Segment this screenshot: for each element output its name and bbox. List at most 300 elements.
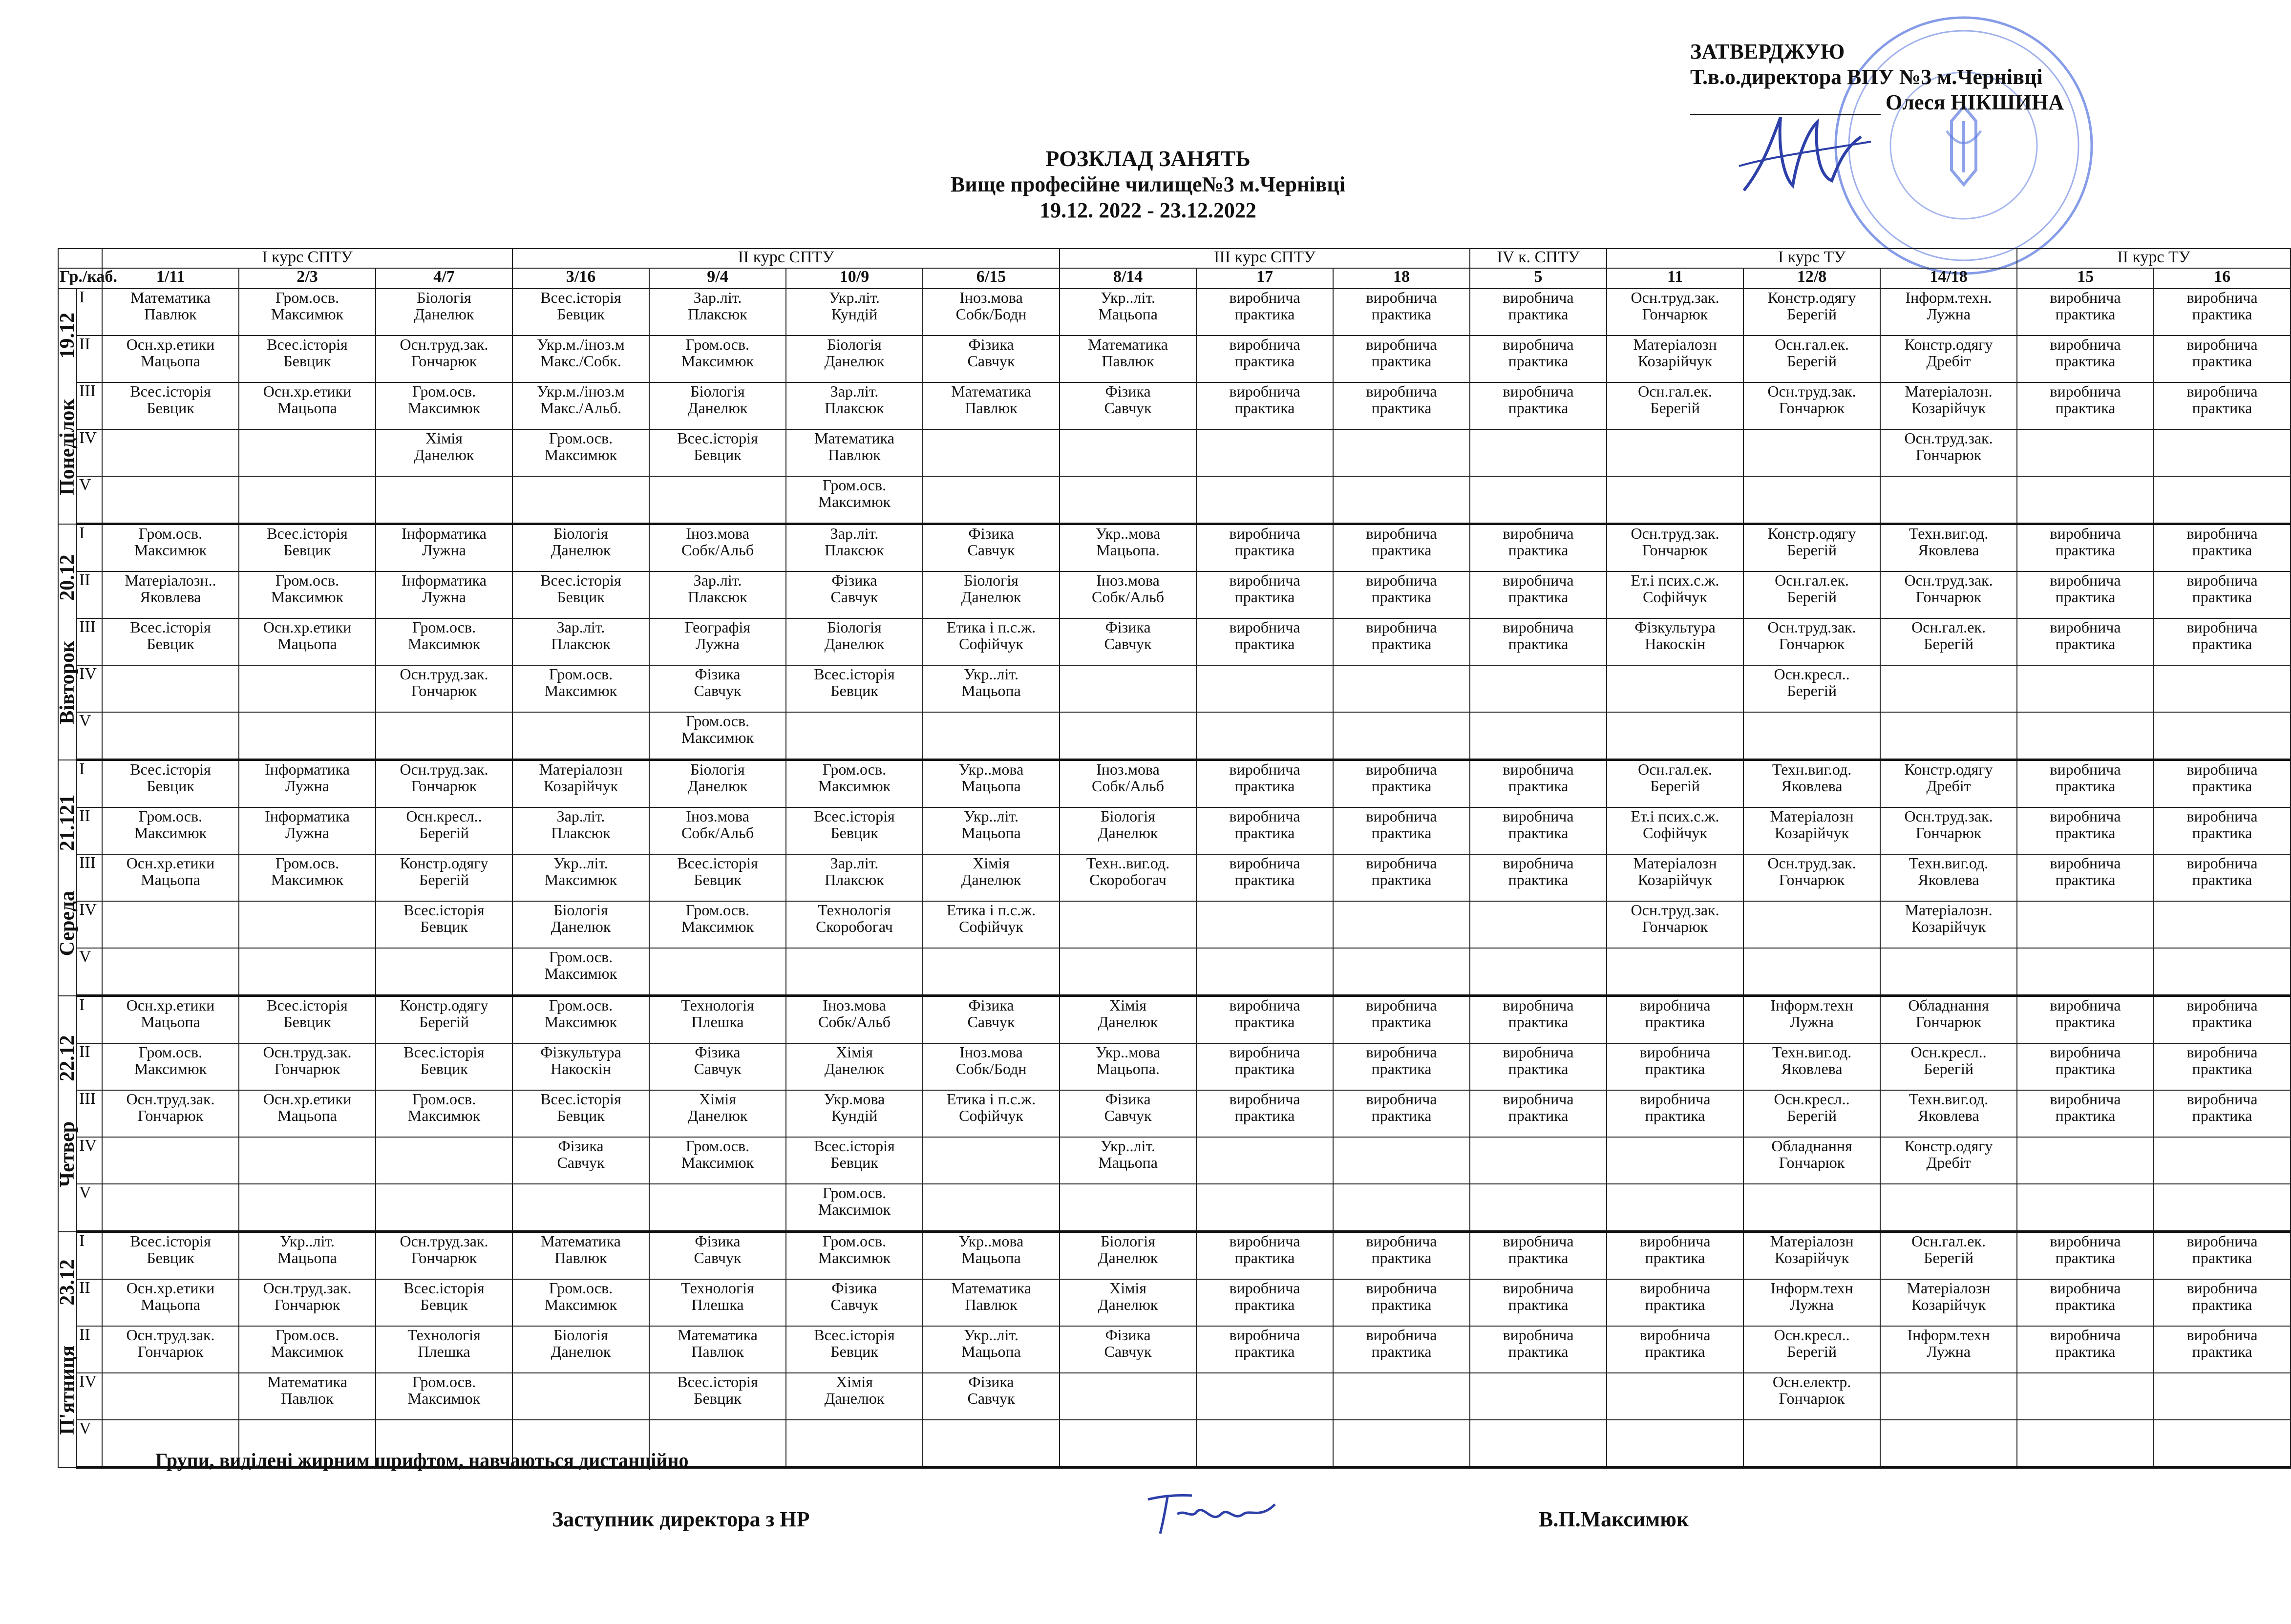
group-header: 11 xyxy=(1607,268,1743,289)
lesson-cell xyxy=(1470,1420,1607,1468)
approval-name: Олеся НІКШИНА xyxy=(1886,90,2064,114)
lesson-cell: виробнича практика xyxy=(1470,1279,1607,1326)
lesson-cell: Констр.одягу Берегій xyxy=(376,996,512,1044)
lesson-cell: Матеріалозн. Козарійчук xyxy=(1880,382,2017,429)
course-header: ІІІ курс СПТУ xyxy=(1060,249,1470,268)
lesson-cell: виробнича практика xyxy=(1196,571,1333,618)
lesson-cell: Осн.хр.етики Мацьопа xyxy=(102,854,239,901)
lesson-cell xyxy=(923,1184,1060,1232)
lesson-cell: виробнича практика xyxy=(1333,1090,1470,1137)
lesson-cell: Зар.літ. Плаксюк xyxy=(512,618,649,665)
lesson-cell xyxy=(1607,1184,1743,1232)
lesson-cell xyxy=(512,712,649,760)
schedule-table xyxy=(58,248,2291,1469)
lesson-cell: Біологія Данелюк xyxy=(649,382,786,429)
lesson-cell: Осн.гал.ек. Берегій xyxy=(1743,571,1880,618)
lesson-cell: Всес.історія Бевцик xyxy=(239,336,376,382)
lesson-cell: Біологія Данелюк xyxy=(512,524,649,572)
lesson-cell: Іноз.мова Собк/Бодн xyxy=(923,1043,1060,1090)
lesson-cell: Хімія Данелюк xyxy=(1060,996,1196,1044)
course-header: І курс ТУ xyxy=(1607,249,2017,268)
period-number: ІV xyxy=(77,665,102,712)
schedule-row xyxy=(58,854,2291,901)
lesson-cell xyxy=(2154,948,2291,996)
lesson-cell xyxy=(2154,665,2291,712)
lesson-cell: Гром.осв. Максимюк xyxy=(649,712,786,760)
lesson-cell xyxy=(2017,1137,2154,1184)
lesson-cell: Матеріалозн Козарійчук xyxy=(1743,1232,1880,1280)
lesson-cell xyxy=(512,476,649,524)
lesson-cell xyxy=(1333,1420,1470,1468)
lesson-cell: Фізкультура Накоскін xyxy=(512,1043,649,1090)
lesson-cell xyxy=(2017,901,2154,948)
lesson-cell: Фізика Савчук xyxy=(512,1137,649,1184)
lesson-cell xyxy=(649,948,786,996)
lesson-cell: Осн.кресл.. Берегій xyxy=(1880,1043,2017,1090)
lesson-cell: Всес.історія Бевцик xyxy=(649,1373,786,1420)
lesson-cell: Фізика Савчук xyxy=(923,996,1060,1044)
group-header: 17 xyxy=(1196,268,1333,289)
lesson-cell: Технологія Плешка xyxy=(376,1326,512,1373)
schedule-row xyxy=(58,336,2291,382)
lesson-cell: Інформатика Лужна xyxy=(376,524,512,572)
lesson-cell: виробнича практика xyxy=(1196,1090,1333,1137)
lesson-cell: Зар.літ. Плаксюк xyxy=(512,807,649,854)
lesson-cell xyxy=(1196,665,1333,712)
lesson-cell: виробнича практика xyxy=(1196,336,1333,382)
lesson-cell: Осн.хр.етики Мацьопа xyxy=(239,1090,376,1137)
lesson-cell: Осн.труд.зак. Гончарюк xyxy=(1607,289,1743,336)
lesson-cell: Гром.осв. Максимюк xyxy=(239,571,376,618)
period-number: І xyxy=(77,760,102,808)
lesson-cell: Осн.гал.ек. Берегій xyxy=(1607,760,1743,808)
lesson-cell: Гром.осв. Максимюк xyxy=(786,476,923,524)
lesson-cell xyxy=(2017,948,2154,996)
schedule-row xyxy=(58,1279,2291,1326)
lesson-cell: Етика і п.с.ж. Софійчук xyxy=(923,901,1060,948)
day-label xyxy=(58,289,77,524)
lesson-cell xyxy=(1470,1373,1607,1420)
lesson-cell xyxy=(1607,1373,1743,1420)
lesson-cell xyxy=(239,712,376,760)
lesson-cell: Матеріалозн.. Яковлева xyxy=(102,571,239,618)
lesson-cell xyxy=(923,1137,1060,1184)
schedule-row xyxy=(58,1090,2291,1137)
period-number: ІІ xyxy=(77,1279,102,1326)
lesson-cell: Ет.і псих.с.ж. Софійчук xyxy=(1607,807,1743,854)
lesson-cell: Осн.кресл.. Берегій xyxy=(1743,1326,1880,1373)
lesson-cell: Осн.хр.етики Мацьопа xyxy=(102,1279,239,1326)
lesson-cell: Всес.історія Бевцик xyxy=(649,429,786,476)
period-number: ІІ xyxy=(77,571,102,618)
lesson-cell: виробнича практика xyxy=(1333,1326,1470,1373)
lesson-cell: Техн..виг.од. Скоробогач xyxy=(1060,854,1196,901)
lesson-cell: виробнича практика xyxy=(1470,618,1607,665)
lesson-cell xyxy=(786,948,923,996)
lesson-cell xyxy=(1743,429,1880,476)
lesson-cell xyxy=(1196,1137,1333,1184)
lesson-cell: Інформатика Лужна xyxy=(239,760,376,808)
lesson-cell xyxy=(102,1137,239,1184)
lesson-cell: Інформ.техн Лужна xyxy=(1743,996,1880,1044)
schedule-row xyxy=(58,429,2291,476)
lesson-cell: Технологія Плешка xyxy=(649,996,786,1044)
lesson-cell: Осн.труд.зак. Гончарюк xyxy=(1880,429,2017,476)
schedule-row xyxy=(58,901,2291,948)
lesson-cell: виробнича практика xyxy=(2154,336,2291,382)
lesson-cell: Всес.історія Бевцик xyxy=(102,618,239,665)
lesson-cell xyxy=(1743,476,1880,524)
lesson-cell: виробнича практика xyxy=(1196,996,1333,1044)
lesson-cell: Всес.історія Бевцик xyxy=(239,996,376,1044)
lesson-cell xyxy=(1470,429,1607,476)
day-name: Вівторок xyxy=(56,640,79,724)
lesson-cell: виробнича практика xyxy=(1333,571,1470,618)
lesson-cell: Осн.кресл.. Берегій xyxy=(1743,665,1880,712)
lesson-cell: Гром.осв. Максимюк xyxy=(786,1232,923,1280)
lesson-cell: Етика і п.с.ж. Софійчук xyxy=(923,618,1060,665)
lesson-cell: виробнича практика xyxy=(1470,1090,1607,1137)
lesson-cell: Укр..літ. Мацьопа xyxy=(239,1232,376,1280)
lesson-cell: виробнича практика xyxy=(1333,524,1470,572)
lesson-cell: Гром.осв. Максимюк xyxy=(649,901,786,948)
lesson-cell xyxy=(1743,948,1880,996)
lesson-cell: Гром.осв. Максимюк xyxy=(239,854,376,901)
lesson-cell: виробнича практика xyxy=(1470,807,1607,854)
lesson-cell xyxy=(1196,429,1333,476)
lesson-cell: Всес.історія Бевцик xyxy=(512,1090,649,1137)
lesson-cell: виробнича практика xyxy=(2017,618,2154,665)
lesson-cell: виробнича практика xyxy=(1470,760,1607,808)
lesson-cell: Фізика Савчук xyxy=(649,665,786,712)
lesson-cell: Зар.літ. Плаксюк xyxy=(649,571,786,618)
distance-learning-note: Групи, виділені жирним шрифтом, навчаються дистанційно xyxy=(155,1449,689,1471)
lesson-cell xyxy=(1060,1373,1196,1420)
lesson-cell xyxy=(239,948,376,996)
lesson-cell: Осн.хр.етики Мацьопа xyxy=(102,996,239,1044)
schedule-row xyxy=(58,996,2291,1044)
lesson-cell xyxy=(1060,712,1196,760)
period-number: ІІ xyxy=(77,1326,102,1373)
lesson-cell xyxy=(1060,429,1196,476)
group-header: 1/11 xyxy=(102,268,239,289)
course-header xyxy=(58,249,102,268)
lesson-cell: Хімія Данелюк xyxy=(649,1090,786,1137)
day-date: 19.12 xyxy=(56,312,79,380)
lesson-cell: Гром.осв. Максимюк xyxy=(102,807,239,854)
lesson-cell xyxy=(1880,712,2017,760)
lesson-cell xyxy=(376,1184,512,1232)
lesson-cell xyxy=(1196,712,1333,760)
deputy-title: Заступник директора з НР xyxy=(552,1507,810,1531)
lesson-cell: Інформатика Лужна xyxy=(239,807,376,854)
lesson-cell: виробнича практика xyxy=(2154,571,2291,618)
lesson-cell xyxy=(1880,948,2017,996)
lesson-cell: виробнича практика xyxy=(1196,1326,1333,1373)
lesson-cell: виробнича практика xyxy=(1333,854,1470,901)
schedule-row xyxy=(58,712,2291,760)
lesson-cell: Гром.осв. Максимюк xyxy=(239,1326,376,1373)
lesson-cell: Осн.кресл.. Берегій xyxy=(376,807,512,854)
lesson-cell: виробнича практика xyxy=(2017,524,2154,572)
schedule-row xyxy=(58,571,2291,618)
day-name: П'ятниця xyxy=(56,1345,79,1435)
lesson-cell xyxy=(1880,1184,2017,1232)
lesson-cell: Біологія Данелюк xyxy=(1060,807,1196,854)
lesson-cell: Біологія Данелюк xyxy=(649,760,786,808)
lesson-cell: Укр.м./іноз.м Макс./Собк. xyxy=(512,336,649,382)
lesson-cell xyxy=(1333,712,1470,760)
schedule-row xyxy=(58,807,2291,854)
lesson-cell: Інформ.техн Лужна xyxy=(1743,1279,1880,1326)
lesson-cell: Фізика Савчук xyxy=(786,1279,923,1326)
lesson-cell: виробнича практика xyxy=(1333,618,1470,665)
lesson-cell: Констр.одягу Дребіт xyxy=(1880,760,2017,808)
period-number: І xyxy=(77,289,102,336)
lesson-cell: виробнича практика xyxy=(2017,807,2154,854)
lesson-cell: Матеріалозн Козарійчук xyxy=(1607,336,1743,382)
lesson-cell: виробнича практика xyxy=(1333,1279,1470,1326)
lesson-cell xyxy=(1333,1373,1470,1420)
lesson-cell: Гром.осв. Максимюк xyxy=(512,948,649,996)
lesson-cell: Математика Павлюк xyxy=(786,429,923,476)
lesson-cell: Гром.осв. Максимюк xyxy=(239,289,376,336)
lesson-cell xyxy=(102,665,239,712)
schedule-row xyxy=(58,665,2291,712)
period-number: ІІІ xyxy=(77,1090,102,1137)
lesson-cell: Гром.осв. Максимюк xyxy=(512,665,649,712)
lesson-cell: виробнича практика xyxy=(1333,807,1470,854)
lesson-cell: виробнича практика xyxy=(2017,336,2154,382)
lesson-cell xyxy=(1333,901,1470,948)
lesson-cell: Іноз.мова Собк/Альб xyxy=(786,996,923,1044)
lesson-cell: Укр.літ. Кундій xyxy=(786,289,923,336)
approval-position: Т.в.о.директора ВПУ №3 м.Чернівці xyxy=(1690,65,2043,89)
lesson-cell xyxy=(239,901,376,948)
group-header: 16 xyxy=(2154,268,2291,289)
schedule-row xyxy=(58,1184,2291,1232)
lesson-cell xyxy=(2017,1373,2154,1420)
lesson-cell: Осн.труд.зак. Гончарюк xyxy=(376,760,512,808)
course-header: ІІ курс ТУ xyxy=(2017,249,2291,268)
lesson-cell: виробнича практика xyxy=(2017,996,2154,1044)
lesson-cell xyxy=(1470,948,1607,996)
group-header: 5 xyxy=(1470,268,1607,289)
lesson-cell: виробнича практика xyxy=(1470,382,1607,429)
lesson-cell: виробнича практика xyxy=(1196,854,1333,901)
lesson-cell: Хімія Данелюк xyxy=(923,854,1060,901)
lesson-cell: Укр..літ. Мацьопа xyxy=(1060,289,1196,336)
lesson-cell: виробнича практика xyxy=(2154,854,2291,901)
lesson-cell: Гром.осв. Максимюк xyxy=(512,996,649,1044)
day-date: 20.12 xyxy=(56,554,79,621)
lesson-cell: Матеріалозн Козарійчук xyxy=(1607,854,1743,901)
lesson-cell: Математика Павлюк xyxy=(649,1326,786,1373)
lesson-cell: Осн.труд.зак. Гончарюк xyxy=(376,1232,512,1280)
period-number: І xyxy=(77,1232,102,1280)
lesson-cell: Осн.гал.ек. Берегій xyxy=(1743,336,1880,382)
day-name: Четвер xyxy=(56,1121,79,1187)
lesson-cell xyxy=(786,1420,923,1468)
lesson-cell xyxy=(1607,429,1743,476)
lesson-cell xyxy=(2154,429,2291,476)
course-header: ІІ курс СПТУ xyxy=(512,249,1060,268)
lesson-cell: виробнича практика xyxy=(1470,1326,1607,1373)
period-number: ІІ xyxy=(77,807,102,854)
lesson-cell: виробнича практика xyxy=(1470,571,1607,618)
lesson-cell: Укр..літ. Мацьопа xyxy=(923,665,1060,712)
lesson-cell xyxy=(239,476,376,524)
lesson-cell xyxy=(1333,948,1470,996)
lesson-cell xyxy=(1333,665,1470,712)
lesson-cell: виробнича практика xyxy=(2017,1090,2154,1137)
lesson-cell: Фізика Савчук xyxy=(923,336,1060,382)
lesson-cell: Біологія Данелюк xyxy=(923,571,1060,618)
lesson-cell xyxy=(1470,901,1607,948)
lesson-cell: Зар.літ. Плаксюк xyxy=(649,289,786,336)
lesson-cell: виробнича практика xyxy=(2154,996,2291,1044)
lesson-cell: Фізика Савчук xyxy=(786,571,923,618)
lesson-cell xyxy=(1880,1420,2017,1468)
lesson-cell: виробнича практика xyxy=(2154,382,2291,429)
lesson-cell: Всес.історія Бевцик xyxy=(102,382,239,429)
lesson-cell xyxy=(239,1137,376,1184)
lesson-cell: виробнича практика xyxy=(1333,336,1470,382)
lesson-cell: Осн.труд.зак. Гончарюк xyxy=(1743,618,1880,665)
lesson-cell: Хімія Данелюк xyxy=(376,429,512,476)
lesson-cell: виробнича практика xyxy=(2154,1043,2291,1090)
schedule-row xyxy=(58,524,2291,572)
lesson-cell xyxy=(923,476,1060,524)
lesson-cell xyxy=(1607,948,1743,996)
lesson-cell: Всес.історія Бевцик xyxy=(376,1279,512,1326)
lesson-cell xyxy=(2154,1373,2291,1420)
lesson-cell xyxy=(1607,712,1743,760)
lesson-cell xyxy=(1196,901,1333,948)
group-header: 12/8 xyxy=(1743,268,1880,289)
lesson-cell: виробнича практика xyxy=(2154,524,2291,572)
lesson-cell: Укр..мова Мацьопа xyxy=(923,760,1060,808)
lesson-cell: Зар.літ. Плаксюк xyxy=(786,854,923,901)
lesson-cell: виробнича практика xyxy=(1196,524,1333,572)
period-number: ІV xyxy=(77,429,102,476)
lesson-cell: Гром.осв. Максимюк xyxy=(376,1090,512,1137)
day-date: 23.12 xyxy=(56,1259,79,1326)
lesson-cell: виробнича практика xyxy=(2017,854,2154,901)
lesson-cell xyxy=(1743,712,1880,760)
lesson-cell: Гром.осв. Максимюк xyxy=(512,429,649,476)
lesson-cell: Техн.виг.од. Яковлева xyxy=(1880,1090,2017,1137)
lesson-cell: виробнича практика xyxy=(1196,1232,1333,1280)
lesson-cell xyxy=(1470,665,1607,712)
lesson-cell: Технологія Плешка xyxy=(649,1279,786,1326)
lesson-cell: Географія Лужна xyxy=(649,618,786,665)
lesson-cell xyxy=(1333,1137,1470,1184)
lesson-cell: виробнича практика xyxy=(2017,760,2154,808)
lesson-cell: Гром.осв. Максимюк xyxy=(649,336,786,382)
lesson-cell: виробнича практика xyxy=(2017,382,2154,429)
lesson-cell: виробнича практика xyxy=(1470,289,1607,336)
lesson-cell: Констр.одягу Берегій xyxy=(376,854,512,901)
lesson-cell xyxy=(239,1184,376,1232)
period-number: ІV xyxy=(77,1137,102,1184)
lesson-cell: Осн.труд.зак. Гончарюк xyxy=(376,665,512,712)
lesson-cell: Всес.історія Бевцик xyxy=(102,760,239,808)
lesson-cell: Осн.труд.зак. Гончарюк xyxy=(102,1090,239,1137)
lesson-cell: виробнича практика xyxy=(1196,289,1333,336)
lesson-cell: Осн.труд.зак. Гончарюк xyxy=(1743,854,1880,901)
lesson-cell: Матеріалозн Козарійчук xyxy=(1743,807,1880,854)
lesson-cell: Осн.гал.ек. Берегій xyxy=(1880,1232,2017,1280)
lesson-cell: Фізика Савчук xyxy=(923,524,1060,572)
period-number: V xyxy=(77,948,102,996)
lesson-cell: Інформ.техн. Лужна xyxy=(1880,289,2017,336)
lesson-cell xyxy=(1607,476,1743,524)
course-header: ІV к. СПТУ xyxy=(1470,249,1607,268)
lesson-cell xyxy=(1333,429,1470,476)
lesson-cell xyxy=(923,429,1060,476)
period-number: ІІ xyxy=(77,1043,102,1090)
lesson-cell: Обладнання Гончарюк xyxy=(1743,1137,1880,1184)
lesson-cell xyxy=(1607,1137,1743,1184)
lesson-cell: Укр..мова Мацьопа xyxy=(923,1232,1060,1280)
lesson-cell: виробнича практика xyxy=(1196,1043,1333,1090)
lesson-cell xyxy=(1060,665,1196,712)
schedule-row xyxy=(58,476,2291,524)
lesson-cell: Біологія Данелюк xyxy=(786,618,923,665)
lesson-cell: Фізика Савчук xyxy=(1060,1090,1196,1137)
group-header: 15 xyxy=(2017,268,2154,289)
lesson-cell: виробнича практика xyxy=(1470,1232,1607,1280)
lesson-cell: Фізкультура Накоскін xyxy=(1607,618,1743,665)
lesson-cell xyxy=(1880,1373,2017,1420)
lesson-cell: виробнича практика xyxy=(1333,760,1470,808)
lesson-cell: Гром.осв. Максимюк xyxy=(376,382,512,429)
lesson-cell: Осн.гал.ек. Берегій xyxy=(1607,382,1743,429)
period-number: ІІ xyxy=(77,336,102,382)
lesson-cell: Гром.осв. Максимюк xyxy=(376,1373,512,1420)
group-header: 9/4 xyxy=(649,268,786,289)
lesson-cell: Осн.труд.зак. Гончарюк xyxy=(1743,382,1880,429)
lesson-cell: Всес.історія Бевцик xyxy=(376,1043,512,1090)
lesson-cell xyxy=(2154,901,2291,948)
day-label xyxy=(58,1232,77,1468)
schedule-row xyxy=(58,382,2291,429)
lesson-cell xyxy=(102,429,239,476)
lesson-cell: Укр..мова Мацьопа. xyxy=(1060,1043,1196,1090)
lesson-cell: виробнича практика xyxy=(1333,1043,1470,1090)
lesson-cell: Техн.виг.од. Яковлева xyxy=(1880,854,2017,901)
lesson-cell xyxy=(2154,1137,2291,1184)
lesson-cell xyxy=(1060,901,1196,948)
lesson-cell: Осн.хр.етики Мацьопа xyxy=(102,336,239,382)
lesson-cell: виробнича практика xyxy=(1196,807,1333,854)
lesson-cell: Біологія Данелюк xyxy=(786,336,923,382)
schedule-row xyxy=(58,289,2291,336)
lesson-cell xyxy=(1743,1184,1880,1232)
period-number: V xyxy=(77,712,102,760)
lesson-cell: Зар.літ. Плаксюк xyxy=(786,524,923,572)
period-number: ІІІ xyxy=(77,618,102,665)
lesson-cell: Матеріалозн Козарійчук xyxy=(512,760,649,808)
lesson-cell: Всес.історія Бевцик xyxy=(512,571,649,618)
lesson-cell: Констр.одягу Берегій xyxy=(1743,524,1880,572)
lesson-cell xyxy=(1607,1420,1743,1468)
lesson-cell: Осн.електр. Гончарюк xyxy=(1743,1373,1880,1420)
institution-name: Вище професійне чилище№3 м.Чернівці xyxy=(951,172,1345,196)
lesson-cell xyxy=(239,429,376,476)
lesson-cell: Фізика Савчук xyxy=(1060,1326,1196,1373)
